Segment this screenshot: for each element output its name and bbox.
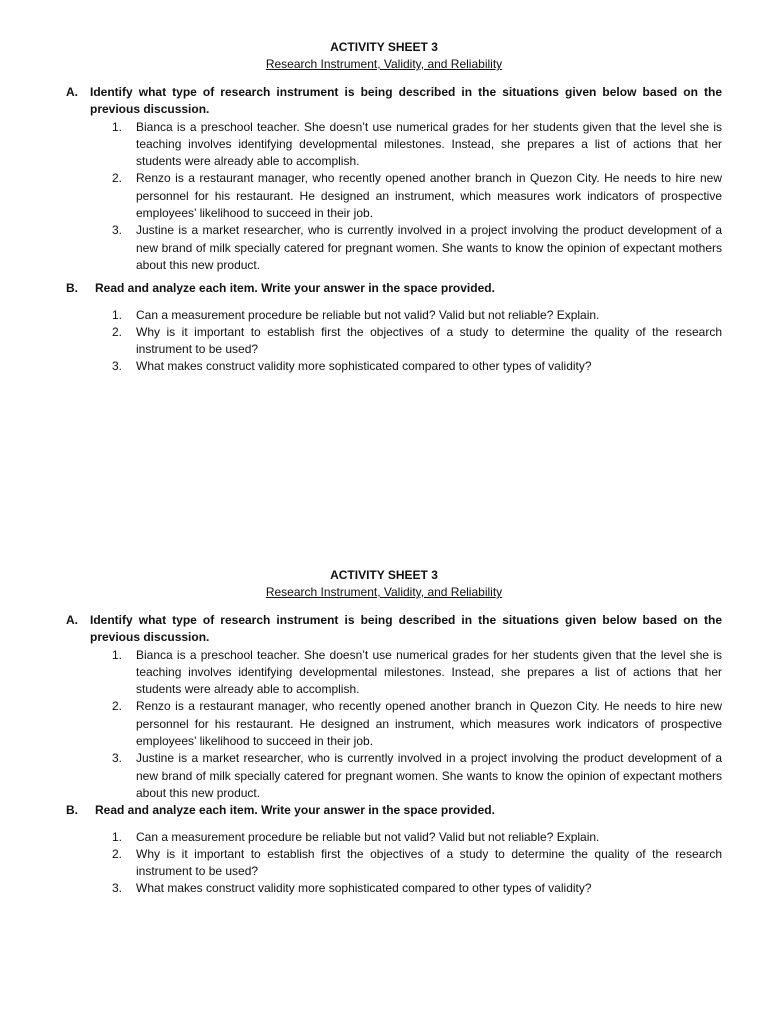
activity-sheet-2 (0, 568, 768, 898)
section-letter: A. (66, 85, 78, 99)
item-number: 1. (112, 829, 123, 844)
item-number: 2. (112, 846, 123, 861)
section-b-heading (66, 280, 722, 297)
item-text: Why is it important to establish first the objectives of a study to determine the quality of the research instrument to be used? (136, 846, 722, 879)
item-text: Bianca is a preschool teacher. She doesn’t use numerical grades for her students given that the level she is teaching involves identifying developmental milestones. Instead, she prepares a list of actions that her students were already able to accomplish. (136, 647, 722, 697)
list-item (112, 647, 722, 699)
sheet-title: ACTIVITY SHEET 3 (330, 568, 438, 582)
item-text: Can a measurement procedure be reliable but not valid? Valid but not reliable? Explain. (136, 829, 600, 844)
activity-sheet-1 (0, 40, 768, 376)
list-item (112, 829, 722, 846)
item-number: 1. (112, 119, 123, 134)
item-number: 3. (112, 881, 123, 896)
list-item (112, 222, 722, 274)
section-b (66, 802, 722, 897)
section-letter: B. (66, 803, 78, 818)
item-number: 3. (112, 359, 123, 374)
section-instruction: Identify what type of research instrument is being described in the situations given below based on the previous discussion. (90, 85, 722, 117)
list-item (112, 324, 722, 359)
item-number: 3. (112, 223, 123, 238)
list-item (112, 698, 722, 750)
list-item (112, 170, 722, 222)
situation-list (66, 119, 722, 275)
list-item (112, 358, 722, 375)
sheet-subtitle: Research Instrument, Validity, and Reliability (265, 57, 503, 71)
list-item (112, 880, 722, 897)
item-number: 2. (112, 171, 123, 186)
item-number: 3. (112, 751, 123, 766)
sheet-title: ACTIVITY SHEET 3 (330, 40, 438, 54)
section-instruction: Identify what type of research instrument is being described in the situations given below based on the previous discussion. (90, 613, 722, 645)
list-item (112, 119, 722, 171)
sheet-subtitle: Research Instrument, Validity, and Reliability (265, 585, 503, 599)
section-letter: B. (66, 281, 78, 296)
item-text: What makes construct validity more sophisticated compared to other types of validity? (136, 881, 592, 896)
item-text: What makes construct validity more sophisticated compared to other types of validity? (136, 359, 592, 374)
item-text: Can a measurement procedure be reliable but not valid? Valid but not reliable? Explain. (136, 307, 600, 322)
item-text: Renzo is a restaurant manager, who recently opened another branch in Quezon City. He needs to hire new personnel for his restaurant. He designed an instrument, which measures work indicators of prospective employees’ likelihood to succeed in their job. (136, 699, 722, 749)
section-a-heading (66, 612, 722, 647)
section-a-heading (66, 84, 722, 119)
item-text: Justine is a market researcher, who is currently involved in a project involving the product development of a new brand of milk specially catered for pregnant women. She wants to know the opinion of expectant mothers about this new product. (136, 223, 722, 272)
section-a (66, 84, 722, 274)
section-instruction: Read and analyze each item. Write your answer in the space provided. (95, 803, 495, 818)
item-number: 2. (112, 324, 123, 339)
item-number: 1. (112, 647, 123, 662)
section-a (66, 612, 722, 802)
list-item (112, 750, 722, 802)
section-b (66, 280, 722, 375)
item-text: Why is it important to establish first the objectives of a study to determine the quality of the research instrument to be used? (136, 324, 722, 357)
situation-list (66, 647, 722, 803)
list-item (112, 846, 722, 881)
section-instruction: Read and analyze each item. Write your answer in the space provided. (95, 281, 495, 296)
item-text: Renzo is a restaurant manager, who recently opened another branch in Quezon City. He needs to hire new personnel for his restaurant. He designed an instrument, which measures work indicators of prospective employees’ likelihood to succeed in their job. (136, 171, 722, 221)
question-list (66, 307, 722, 376)
section-letter: A. (66, 613, 78, 627)
item-number: 2. (112, 699, 123, 714)
section-b-heading (66, 802, 722, 819)
question-list (66, 829, 722, 898)
item-text: Bianca is a preschool teacher. She doesn’t use numerical grades for her students given that the level she is teaching involves identifying developmental milestones. Instead, she prepares a list of actions that her students were already able to accomplish. (136, 119, 722, 169)
list-item (112, 307, 722, 324)
item-number: 1. (112, 307, 123, 322)
item-text: Justine is a market researcher, who is currently involved in a project involving the product development of a new brand of milk specially catered for pregnant women. She wants to know the opinion of expectant mothers about this new product. (136, 751, 722, 800)
